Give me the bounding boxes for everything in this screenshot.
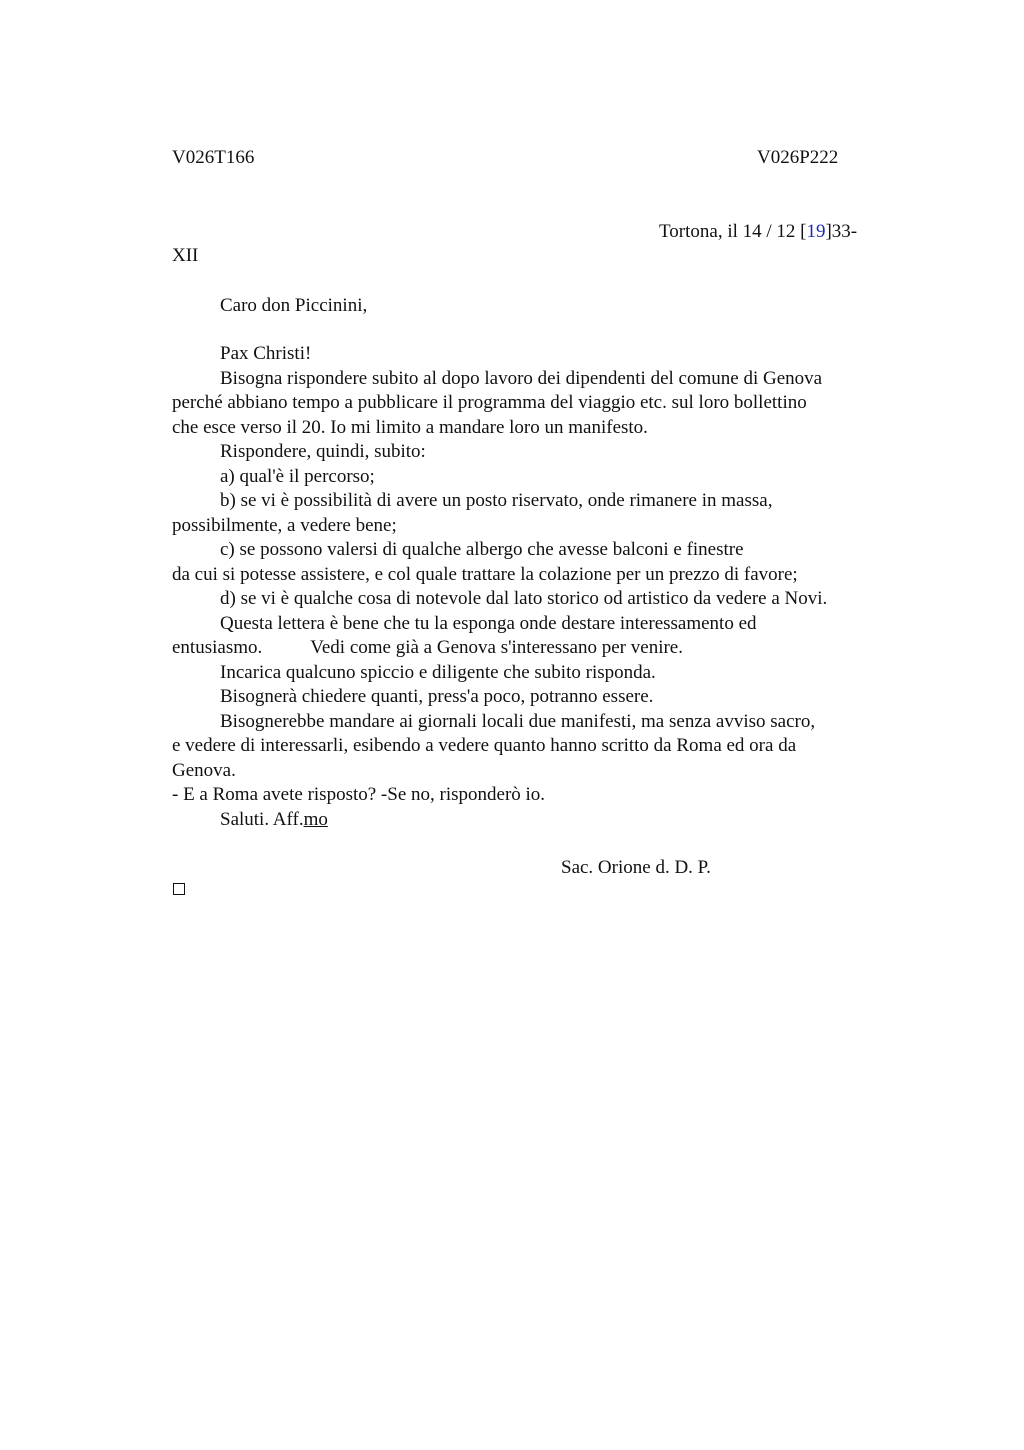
letter-body <box>172 342 892 832</box>
paragraph-line: Bisognerà chiedere quanti, press'a poco, potranno essere. <box>220 686 654 707</box>
list-item: d) se vi è qualche cosa di notevole dal lato storico od artistico da vedere a Novi. <box>220 588 828 609</box>
greeting-line: Pax Christi! <box>220 343 312 364</box>
document-code-right: V026P222 <box>757 147 839 168</box>
paragraph-line: Bisogna rispondere subito al dopo lavoro dei dipendenti del comune di Genova <box>220 367 823 389</box>
paragraph-line: Bisognerebbe mandare ai giornali locali due manifesti, ma senza avviso sacro, <box>220 710 816 732</box>
paragraph-line: - E a Roma avete risposto? -Se no, risponderò io. <box>172 784 546 805</box>
salutation: Caro don Piccinini, <box>220 295 368 316</box>
list-item: b) se vi è possibilità di avere un posto riservato, onde rimanere in massa, <box>220 490 773 511</box>
paragraph-line: perché abbiano tempo a pubblicare il programma del viaggio etc. sul loro bollettino <box>172 392 807 413</box>
dateline-place: Tortona, il 14 / 12 [ <box>659 221 807 242</box>
signature: Sac. Orione d. D. P. <box>561 857 711 878</box>
dateline-year-rest: ]33- <box>825 221 858 242</box>
document-code-left: V026T166 <box>172 147 255 168</box>
paragraph-line: Incarica qualcuno spiccio e diligente che subito risponda. <box>220 661 656 683</box>
closing-superscript: mo <box>303 808 328 830</box>
paragraph-line: Questa lettera è bene che tu la esponga onde destare interessamento ed <box>220 612 757 634</box>
paragraph-line: Genova. <box>172 759 236 781</box>
closing-line <box>172 808 892 833</box>
dateline <box>659 220 857 244</box>
closing-text: Saluti. Aff. <box>220 808 304 830</box>
square-outline-icon <box>173 883 185 895</box>
paragraph-line: e vedere di interessarli, esibendo a vedere quanto hanno scritto da Roma ed ora da <box>172 735 797 756</box>
list-item: a) qual'è il percorso; <box>220 465 375 487</box>
list-item-continuation: da cui si potesse assistere, e col quale trattare la colazione per un prezzo di favore; <box>172 563 798 585</box>
dateline-era: XII <box>172 245 199 266</box>
list-item-continuation: possibilmente, a vedere bene; <box>172 514 397 536</box>
paragraph-line: Rispondere, quindi, subito: <box>220 441 426 462</box>
paragraph-fragment: entusiasmo. <box>172 637 263 658</box>
list-item: c) se possono valersi di qualche albergo che avesse balconi e finestre <box>220 539 744 560</box>
paragraph-fragment: Vedi come già a Genova s'interessano per venire. <box>310 637 683 658</box>
dateline-year-link[interactable]: 19 <box>806 221 826 242</box>
paragraph-line <box>172 636 892 661</box>
paragraph-line: che esce verso il 20. Io mi limito a mandare loro un manifesto. <box>172 416 648 438</box>
